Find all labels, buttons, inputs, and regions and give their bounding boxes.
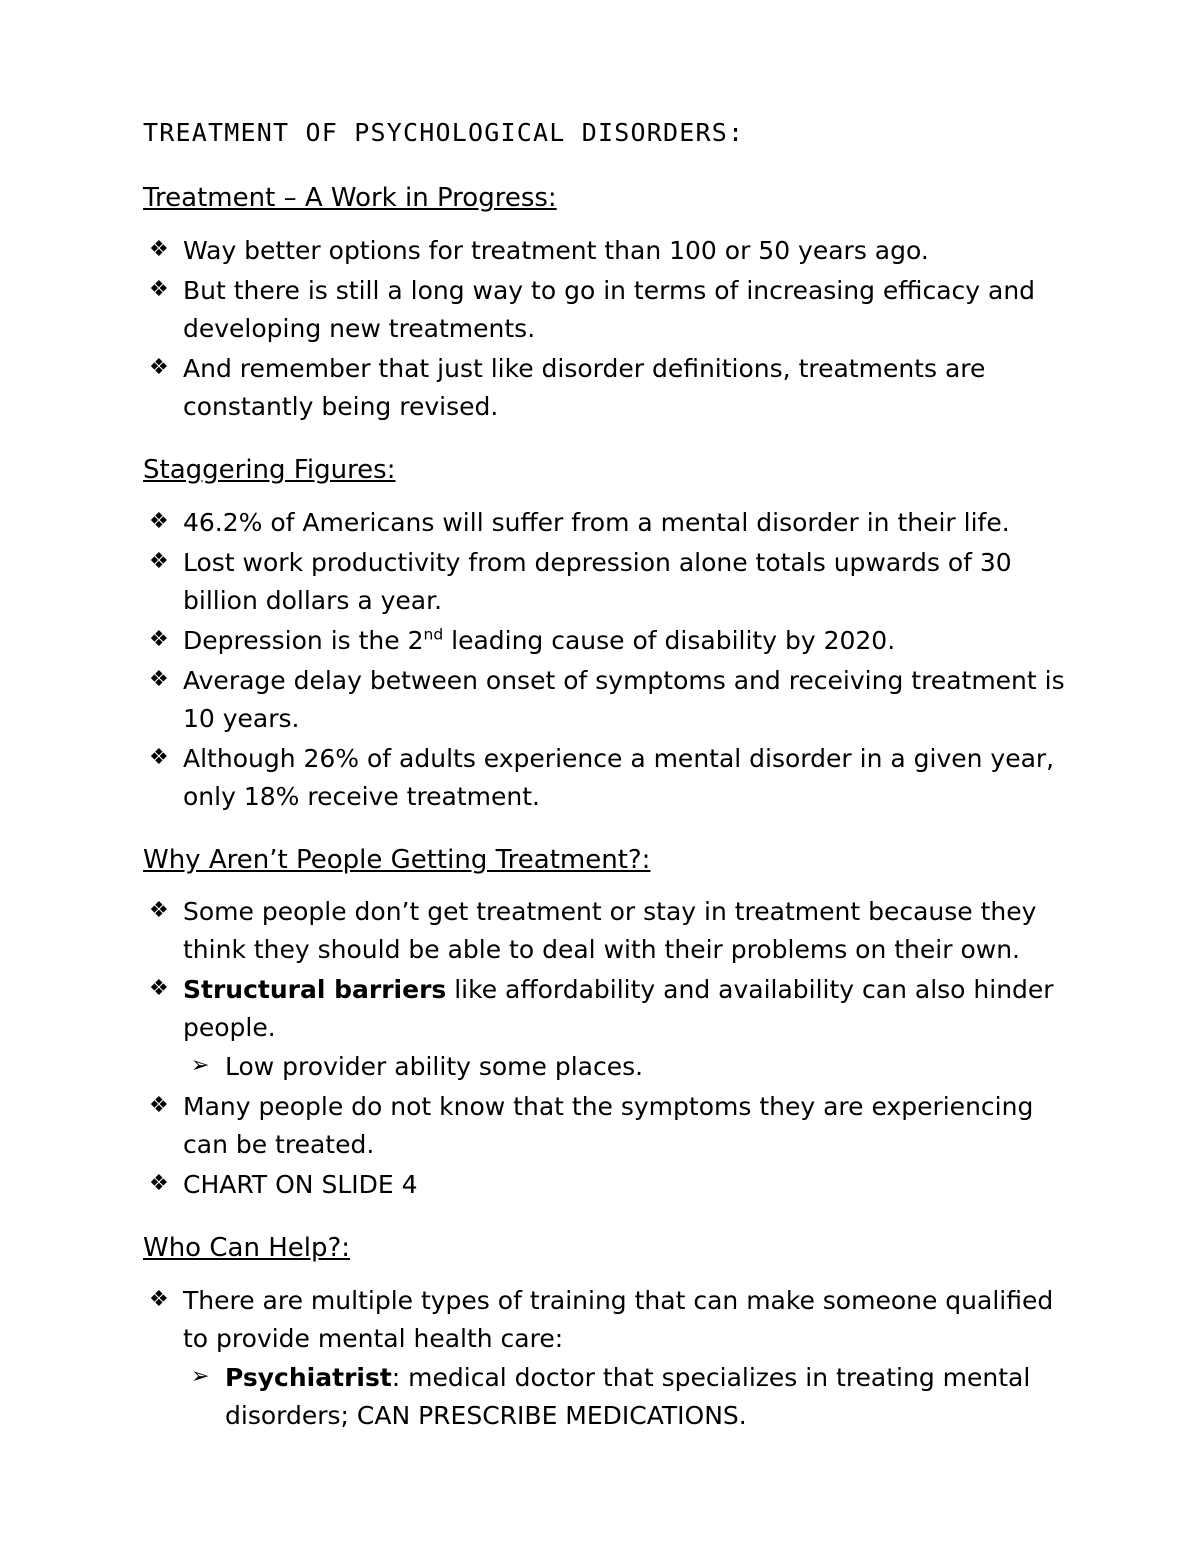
sub-list-item-emphasis: Psychiatrist xyxy=(225,1363,392,1393)
diamond-bullet-icon: ❖ xyxy=(149,626,169,652)
list-item-text: Way better options for treatment than 100 or 50 years ago. xyxy=(183,235,929,265)
diamond-bullet-icon: ❖ xyxy=(149,666,169,692)
list-item-text: CHART ON SLIDE 4 xyxy=(183,1170,418,1200)
list-item xyxy=(143,350,1080,426)
diamond-bullet-icon: ❖ xyxy=(149,1287,169,1313)
list-item-text-prefix: Depression is the 2 xyxy=(183,625,424,655)
list-item-text-suffix: leading cause of disability by 2020. xyxy=(443,625,896,655)
list-item xyxy=(143,971,1080,1086)
list-item xyxy=(143,893,1080,969)
ordinal-superscript: nd xyxy=(423,625,444,644)
arrow-bullet-icon: ➢ xyxy=(191,1364,210,1390)
section-who-can-help xyxy=(143,1232,1080,1435)
list-item xyxy=(143,232,1080,270)
diamond-bullet-icon: ❖ xyxy=(149,276,169,302)
sub-bullet-list xyxy=(183,1359,1080,1435)
list-item-text: like affordability and availability can also hinder people. xyxy=(183,975,1054,1043)
list-item-emphasis: Structural barriers xyxy=(183,975,447,1005)
diamond-bullet-icon: ❖ xyxy=(149,236,169,262)
list-item xyxy=(143,272,1080,348)
sub-list-item-text: : medical doctor that specializes in treating mental disorders; CAN PRESCRIBE MEDICATIONS. xyxy=(225,1363,1031,1431)
list-item-text: Average delay between onset of symptoms and receiving treatment is 10 years. xyxy=(183,665,1065,733)
list-item xyxy=(143,622,1080,660)
page-title: TREATMENT OF PSYCHOLOGICAL DISORDERS: xyxy=(143,118,745,147)
list-item-text: 46.2% of Americans will suffer from a mental disorder in their life. xyxy=(183,507,1010,537)
section-heading: Why Aren’t People Getting Treatment?: xyxy=(143,844,651,875)
bullet-list xyxy=(143,504,1080,816)
nested-list-wrapper xyxy=(183,1048,1080,1086)
section-heading: Who Can Help?: xyxy=(143,1233,351,1264)
nested-list-wrapper xyxy=(183,1359,1080,1435)
arrow-bullet-icon: ➢ xyxy=(191,1053,210,1079)
diamond-bullet-icon: ❖ xyxy=(149,744,169,770)
bullet-list xyxy=(143,1282,1080,1435)
list-item xyxy=(143,1088,1080,1164)
sub-list-item xyxy=(183,1048,1080,1086)
section-heading: Staggering Figures: xyxy=(143,454,396,485)
diamond-bullet-icon: ❖ xyxy=(149,354,169,380)
list-item xyxy=(143,1282,1080,1435)
diamond-bullet-icon: ❖ xyxy=(149,548,169,574)
diamond-bullet-icon: ❖ xyxy=(149,1093,169,1119)
list-item xyxy=(143,544,1080,620)
list-item xyxy=(143,740,1080,816)
list-item xyxy=(143,1166,1080,1204)
list-item-text: Many people do not know that the symptoms they are experiencing can be treated. xyxy=(183,1092,1034,1160)
list-item-text: And remember that just like disorder definitions, treatments are constantly being revised. xyxy=(183,353,986,421)
diamond-bullet-icon: ❖ xyxy=(149,976,169,1002)
sub-list-item xyxy=(183,1359,1080,1435)
list-item-text: Lost work productivity from depression alone totals upwards of 30 billion dollars a year. xyxy=(183,547,1012,615)
section-treatment-work-in-progress xyxy=(143,182,1080,426)
diamond-bullet-icon: ❖ xyxy=(149,898,169,924)
section-why-arent-people-getting-treatment xyxy=(143,844,1080,1205)
section-heading: Treatment – A Work in Progress: xyxy=(143,183,557,213)
sub-list-item-text: Low provider ability some places. xyxy=(225,1052,644,1082)
list-item-text: Although 26% of adults experience a mental disorder in a given year, only 18% receive treatment. xyxy=(183,743,1055,811)
bullet-list xyxy=(143,893,1080,1204)
diamond-bullet-icon: ❖ xyxy=(149,508,169,534)
list-item-text: But there is still a long way to go in terms of increasing efficacy and developing new treatments. xyxy=(183,275,1036,343)
sub-bullet-list xyxy=(183,1048,1080,1086)
list-item xyxy=(143,662,1080,738)
list-item-text: Some people don’t get treatment or stay in treatment because they think they should be able to deal with their problems on their own. xyxy=(183,897,1037,965)
list-item xyxy=(143,504,1080,542)
section-staggering-figures xyxy=(143,454,1080,816)
diamond-bullet-icon: ❖ xyxy=(149,1171,169,1197)
bullet-list xyxy=(143,232,1080,426)
list-item-text: There are multiple types of training that can make someone qualified to provide mental health care: xyxy=(183,1286,1054,1354)
